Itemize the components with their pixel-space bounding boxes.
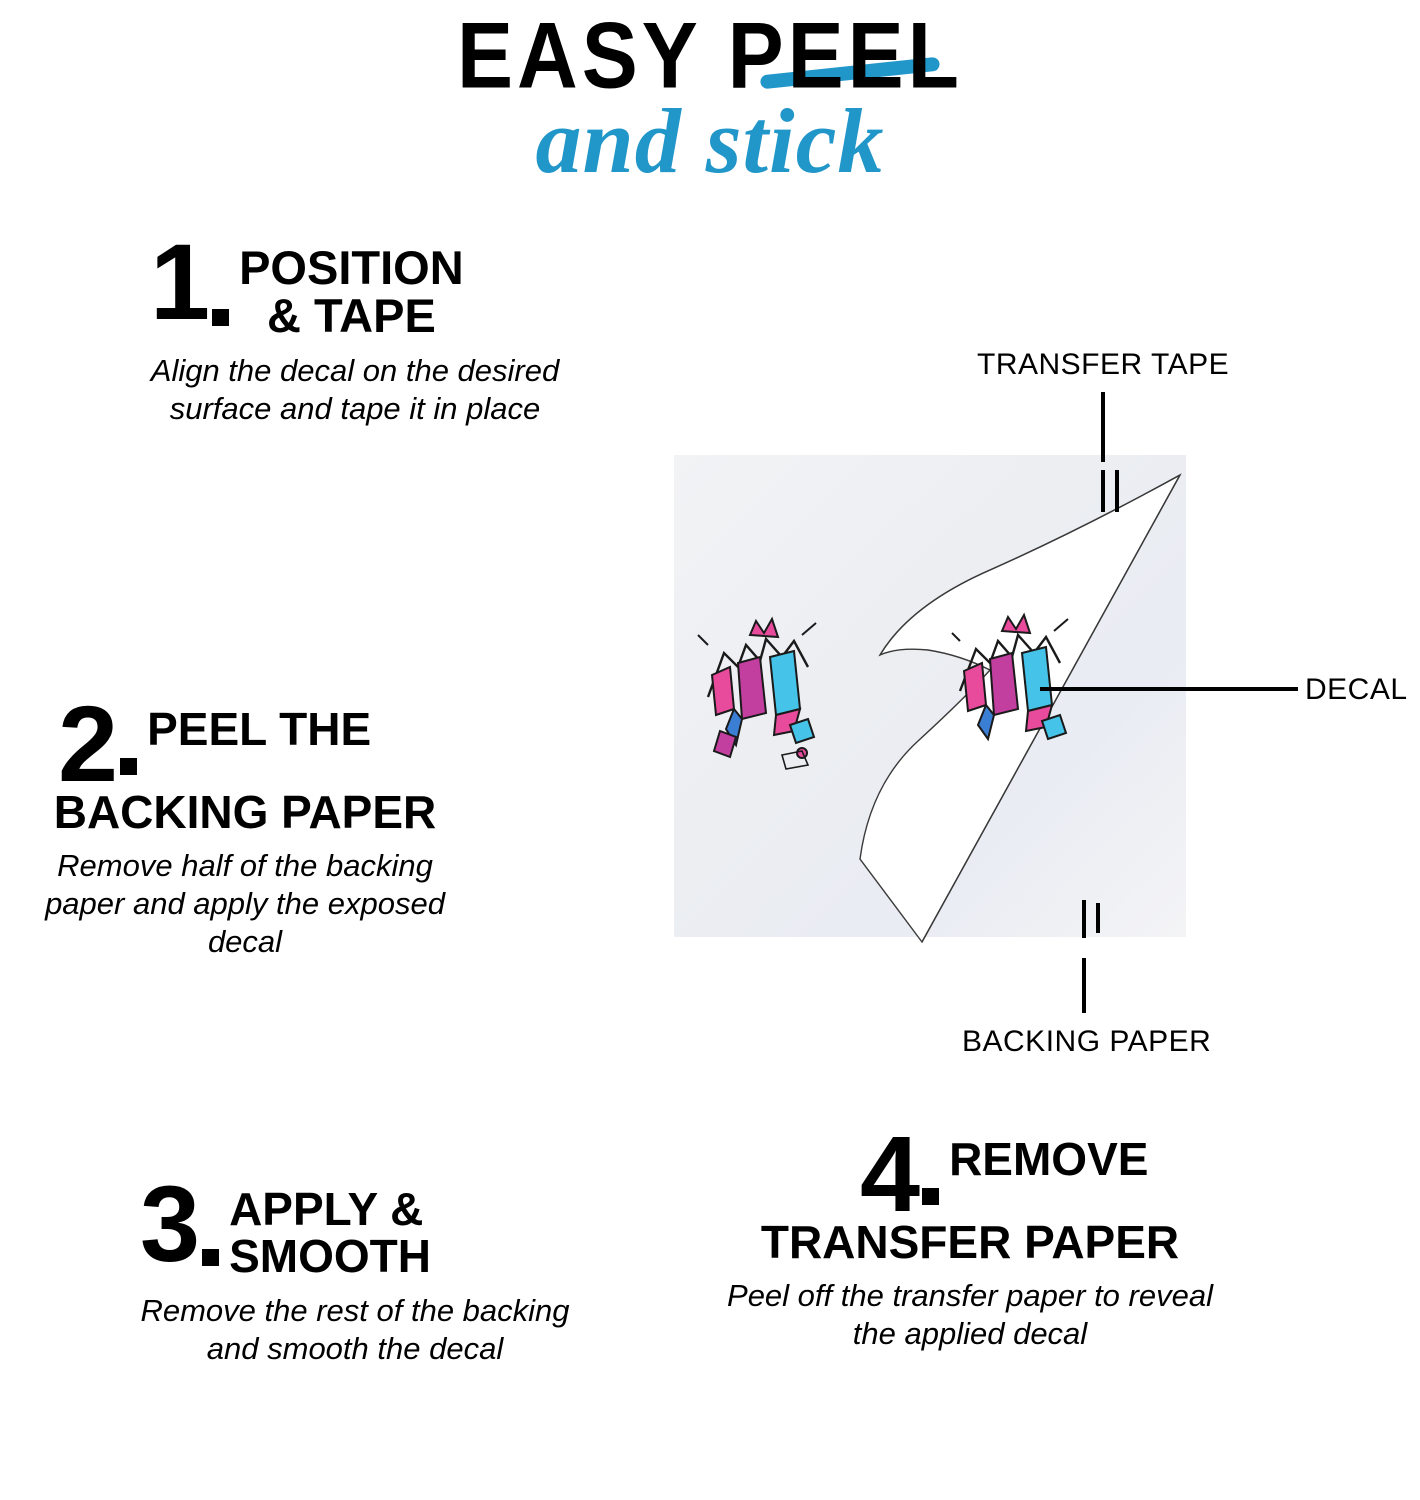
header-banner	[0, 0, 1420, 215]
step-1-title-line2: & TAPE	[266, 288, 436, 342]
step-2-title-line2: BACKING PAPER	[53, 785, 437, 838]
callout-decal-label: DECAL	[1305, 673, 1408, 706]
leader-line-transfer-tape-3	[1115, 470, 1119, 512]
decal-illustration	[660, 455, 1200, 945]
step-2-block	[20, 683, 470, 961]
step-3-title-line1: APPLY &	[229, 1183, 424, 1235]
step-4-number: 4	[860, 1113, 919, 1234]
decal-artwork-on-backing	[690, 605, 840, 785]
step-2-number: 2	[58, 683, 117, 804]
step-4-description: Peel off the transfer paper to reveal the applied decal	[727, 1278, 1213, 1352]
step-1-heading	[150, 221, 560, 342]
step-4-title-line2: TRANSFER PAPER	[760, 1215, 1180, 1268]
step-4-title-line1: REMOVE	[949, 1133, 1149, 1185]
decal-artwork-on-tape	[950, 605, 1100, 785]
page-title-line2: and stick	[535, 90, 885, 192]
step-3-description: Remove the rest of the backing and smooth the decal	[140, 1292, 570, 1366]
step-3-number-dot	[202, 1249, 219, 1266]
step-1-description: Align the decal on the desired surface and tape it in place	[150, 352, 560, 426]
step-4-block	[720, 1113, 1220, 1353]
step-2-description: Remove half of the backing paper and apply the exposed decal	[45, 848, 445, 960]
step-2-number-dot	[120, 758, 137, 775]
step-1-number-dot	[212, 309, 229, 326]
step-3-block	[140, 1163, 570, 1367]
step-1-block	[150, 221, 560, 428]
leader-line-backing-paper-1	[1082, 900, 1086, 938]
step-3-heading	[140, 1163, 570, 1284]
leader-line-transfer-tape-1	[1101, 392, 1105, 462]
leader-line-decal	[1040, 687, 1298, 691]
step-2-heading	[20, 683, 470, 804]
step-3-title-line2: SMOOTH	[229, 1229, 431, 1282]
step-1-title	[229, 238, 464, 340]
step-2-title-line1: PEEL THE	[147, 703, 372, 755]
callout-backing-paper-label: BACKING PAPER	[962, 1025, 1212, 1058]
callout-transfer-tape-label: TRANSFER TAPE	[977, 348, 1230, 381]
page-title-line1: EASY PEEL	[457, 2, 963, 108]
step-4-heading	[720, 1113, 1220, 1234]
leader-line-transfer-tape-2	[1101, 470, 1105, 512]
leader-line-backing-paper-3	[1082, 958, 1086, 1013]
step-3-number: 3	[140, 1163, 199, 1284]
step-1-title-line1: POSITION	[239, 241, 464, 294]
step-3-title	[219, 1180, 431, 1280]
step-4-number-dot	[922, 1188, 939, 1205]
leader-line-backing-paper-2	[1096, 903, 1100, 933]
step-1-number: 1	[150, 221, 209, 342]
